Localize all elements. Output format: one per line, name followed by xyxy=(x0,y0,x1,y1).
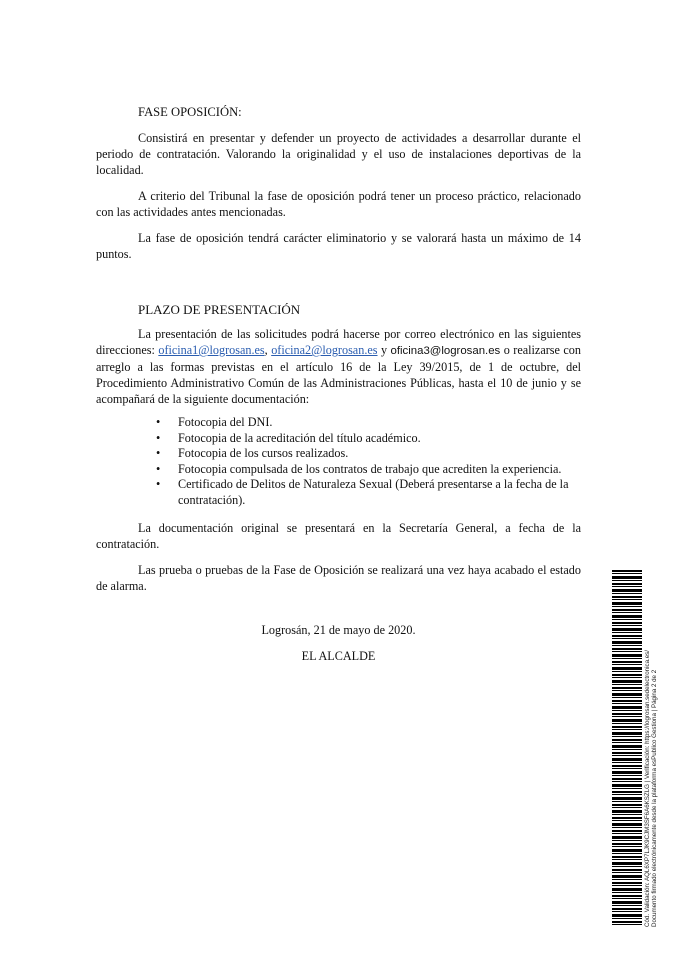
validation-line: Cód. Validación: AQL6XP7LJK9CJM3SF6A6KSZLG | Verificación: https://logrosan.sedelectronica.es/ xyxy=(644,650,651,927)
bullet-icon: • xyxy=(156,446,161,460)
list-item-text: Fotocopia compulsada de los contratos de trabajo que acrediten la experiencia. xyxy=(178,461,562,476)
bullet-icon: • xyxy=(156,415,161,429)
list-item xyxy=(156,446,581,462)
place-date: Logrosán, 21 de mayo de 2020. xyxy=(261,623,416,637)
paragraph: A criterio del Tribunal la fase de oposición podrá tener un proceso práctico, relacionado con las actividades antes mencionadas. xyxy=(96,189,581,219)
validation-margin xyxy=(612,570,660,927)
text-run: La presentación de las solicitudes podrá hacerse por correo electrónico en las siguientes direcciones: xyxy=(96,327,581,357)
paragraph: Las prueba o pruebas de la Fase de Oposición se realizará una vez haya acabado el estado de alarma. xyxy=(96,563,581,593)
section-heading-fase-oposicion: FASE OPOSICIÓN: xyxy=(138,105,242,119)
document-body xyxy=(96,104,581,664)
validation-text xyxy=(644,650,659,927)
list-item xyxy=(156,415,581,431)
email-link-oficina1[interactable]: oficina1@logrosan.es xyxy=(158,343,265,357)
paragraph: La fase de oposición tendrá carácter eliminatorio y se valorará hasta un máximo de 14 puntos. xyxy=(96,231,581,261)
text-run: o realizarse con arreglo a las formas previstas en el artículo 16 de la Ley 39/2015, de 1 de octubre, del Procedimiento Administrativo Común de las Administraciones Públicas, hasta el 10 de junio y se acompañará de la siguiente documentación: xyxy=(96,343,581,406)
documentation-list xyxy=(96,415,581,508)
text-run: y xyxy=(377,343,391,357)
barcode-icon xyxy=(612,570,642,927)
signer-title: EL ALCALDE xyxy=(301,649,376,663)
list-item xyxy=(156,431,581,447)
list-item-text: Fotocopia del DNI. xyxy=(178,415,273,429)
list-item-text: Fotocopia de la acreditación del título académico. xyxy=(178,430,421,445)
section-heading-plazo: PLAZO DE PRESENTACIÓN xyxy=(138,302,301,317)
text-run: , xyxy=(264,343,272,357)
list-item xyxy=(156,462,581,478)
paragraph-submission xyxy=(96,326,581,407)
bullet-icon: • xyxy=(156,430,161,445)
validation-line: Documento firmado electrónicamente desde la plataforma esPublico Gestiona | Página 2 de 2 xyxy=(651,669,659,927)
list-item xyxy=(156,477,581,508)
email-text-oficina3: oficina3@logrosan.es xyxy=(390,345,501,357)
list-item-text: Fotocopia de los cursos realizados. xyxy=(178,446,349,460)
list-item-text: Certificado de Delitos de Naturaleza Sexual (Deberá presentarse a la fecha de la contratación). xyxy=(178,477,569,507)
paragraph: Consistirá en presentar y defender un proyecto de actividades a desarrollar durante el periodo de contratación. Valorando la originalidad y el uso de instalaciones deportivas de la localidad. xyxy=(96,131,581,177)
email-link-oficina2[interactable]: oficina2@logrosan.es xyxy=(271,343,378,357)
bullet-icon: • xyxy=(156,461,161,476)
bullet-icon: • xyxy=(156,477,161,491)
paragraph: La documentación original se presentará en la Secretaría General, a fecha de la contratación. xyxy=(96,521,581,551)
